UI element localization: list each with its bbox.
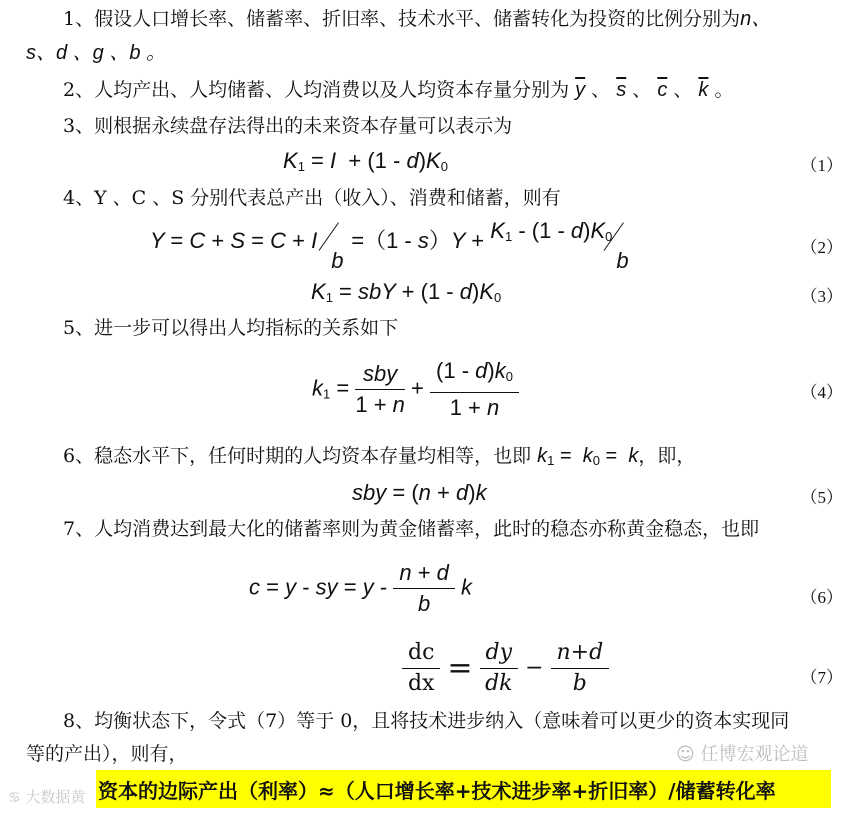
item-4-text: 4、Y 、C 、S 分别代表总产出（收入）、消费和储蓄，则有 xyxy=(63,187,561,209)
var-y-bar: $\overline{y}$ xyxy=(575,79,586,101)
item-5-text: 5、进一步可以得出人均指标的关系如下 xyxy=(63,317,399,339)
equation-4: $k_1$ = $\frac{\text{sby}}{1 + n}$ + $\frac{(1 - d)k_0}{1 + n}$ xyxy=(312,358,519,421)
equation-2: Y = C + S = C + I b $=(1 - s)Y + K_1 - (1 - d)K_0$ b xyxy=(150,218,629,273)
watermark-right: ☺ 任博宏观论道 xyxy=(676,744,809,765)
equation-5: sby = (n + d)k xyxy=(352,480,487,505)
item-3-text: 3、则根据永续盘存法得出的未来资本存量可以表示为 xyxy=(63,115,513,137)
equation-number-4: （4） xyxy=(800,383,843,402)
equation-number-2: （2） xyxy=(800,238,843,257)
var-s-bar: $\overline{s}$ xyxy=(616,79,627,101)
watermark-left: ♋ 大数据黄 xyxy=(8,788,86,806)
conclusion-text: 资本的边际产出（利率）≈（人口增长率+技术进步率+折旧率）/储蓄转化率 xyxy=(98,779,776,803)
item-6-text: 6、稳态水平下，任何时期的人均资本存量均相等，也即 $k_1 = k_0 = k$，即， xyxy=(63,445,696,468)
item-2-text: 2、人均产出、人均储蓄、人均消费以及人均资本存量分别为 $\overline{y}$ 、 $\overline{s}$ 、 $\overline{c}$ 、 $\overline{k}$ 。 xyxy=(63,79,734,101)
equation-3: $K_1$ = sbY + $(1 - d)K_0$ xyxy=(311,279,502,305)
equation-number-5: （5） xyxy=(800,488,843,507)
equation-number-6: （6） xyxy=(800,588,843,607)
item-8-text-line2: 等的产出），则有， xyxy=(26,743,188,765)
item-7-text: 7、人均消费达到最大化的储蓄率则为黄金储蓄率，此时的稳态亦称黄金稳态，也即 xyxy=(63,518,760,540)
var-c-bar: $\overline{c}$ xyxy=(657,79,668,101)
item-8-text-line1: 8、均衡状态下，令式（7）等于 0，且将技术进步纳入（意味着可以更少的资本实现同 xyxy=(63,710,790,732)
equation-number-7: （7） xyxy=(800,668,843,687)
equation-number-1: （1） xyxy=(800,156,843,175)
equation-1: $K_1 = I + (1 - d)K_0$ xyxy=(283,148,448,174)
var-k-bar: $\overline{k}$ xyxy=(698,79,709,101)
item-1-text: 1、假设人口增长率、储蓄率、折旧率、技术水平、储蓄转化为投资的比例分别为n、 xyxy=(63,8,772,30)
wechat-icon: ☺ xyxy=(676,744,695,765)
equation-number-3: （3） xyxy=(800,287,843,306)
weibo-logo-icon: ♋ xyxy=(8,790,21,806)
equation-6: c = y - sy = y - $\frac{n + d}{b}$ k xyxy=(249,560,473,616)
item-1-vars: s、d 、g 、b 。 xyxy=(26,42,167,64)
equation-7: $\frac{dc}{dx}$ = $\frac{dy}{dk}$ − $\frac{n+d}{b}$ xyxy=(402,640,609,697)
